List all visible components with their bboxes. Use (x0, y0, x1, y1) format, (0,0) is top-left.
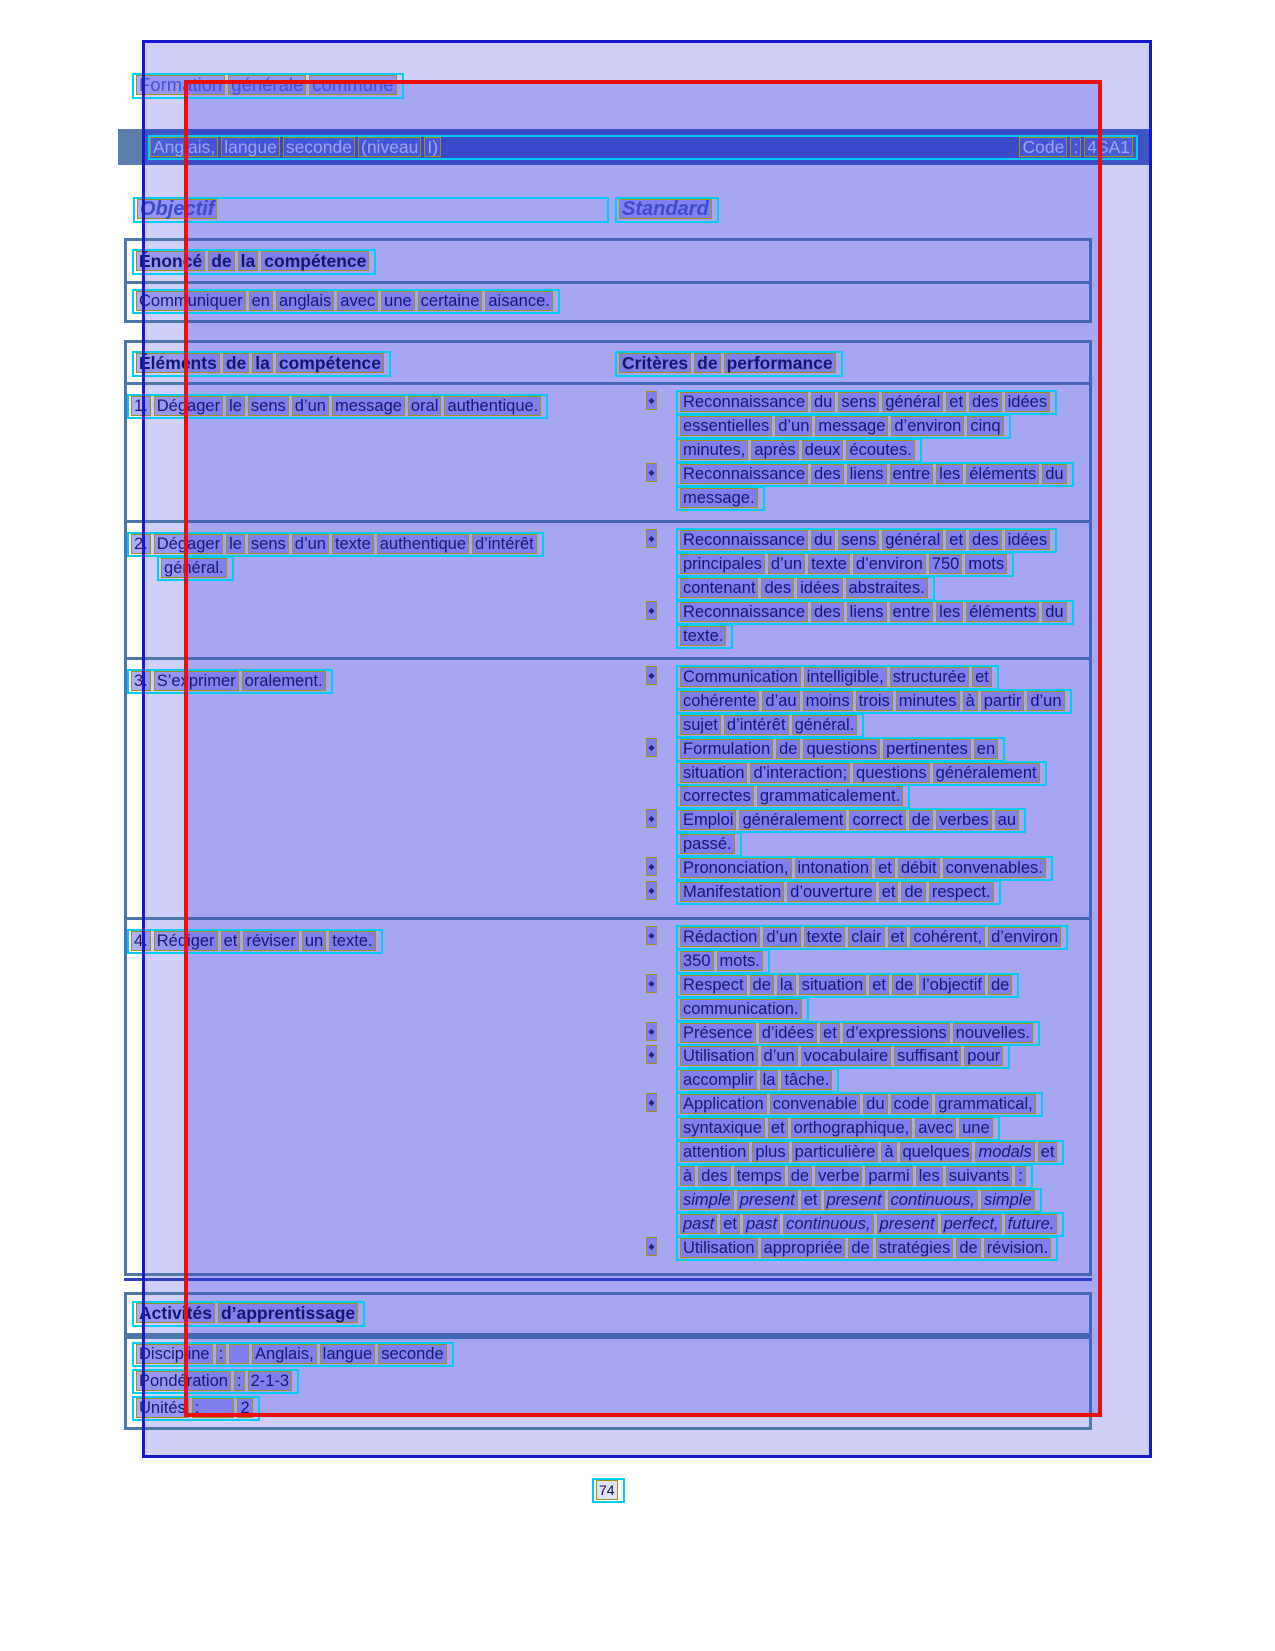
word-box: Utilisation (680, 1046, 758, 1066)
word-box: message. (680, 488, 758, 508)
word-box: idées (1005, 530, 1050, 550)
word-box: Critères (619, 353, 691, 373)
bullet-icon: ◆ (646, 391, 657, 410)
word-box: Prononciation, (680, 858, 792, 878)
word-box: certaine (418, 291, 483, 311)
word-box: past (680, 1214, 717, 1234)
word-box: des (969, 530, 1002, 550)
word-box: des (811, 464, 844, 484)
word-box: liens (847, 602, 887, 622)
word-box: en (249, 291, 273, 311)
word-box: respect. (929, 882, 994, 902)
word-box: : (1015, 1166, 1026, 1186)
word-box: et (801, 1190, 821, 1210)
word-box: et (221, 931, 241, 951)
word-box: du (1042, 602, 1066, 622)
word-box: Anglais, (150, 137, 218, 157)
word-box: : (216, 1344, 227, 1364)
word-box: idées (797, 578, 842, 598)
word-box: 2 (237, 1398, 252, 1418)
word-box: au (995, 810, 1019, 830)
word-box: suivants (946, 1166, 1013, 1186)
word-box: après (751, 440, 798, 460)
word-box: Reconnaissance (680, 392, 808, 412)
word-box: present (824, 1190, 885, 1210)
word-box: Rédiger (154, 931, 218, 951)
word-box: sens (838, 392, 879, 412)
word-box: et (768, 1118, 788, 1138)
word-box: stratégies (876, 1238, 954, 1258)
word-box: oralement. (242, 671, 326, 691)
word-box: Reconnaissance (680, 464, 808, 484)
bullet-icon: ◆ (646, 601, 657, 620)
word-box: du (1042, 464, 1066, 484)
word-box: Énoncé (136, 251, 205, 271)
word-box: compétence (276, 353, 384, 373)
word-box: sens (248, 534, 289, 554)
word-box: verbe (815, 1166, 862, 1186)
word-box: de (750, 975, 774, 995)
word-box: performance (724, 353, 836, 373)
word-box: générale (228, 75, 306, 95)
word-box: minutes, (680, 440, 748, 460)
word-box: avec (915, 1118, 956, 1138)
word-box: et (1038, 1142, 1058, 1162)
word-box: à (680, 1166, 695, 1186)
word-box: et (888, 927, 908, 947)
word-box: Emploi (680, 810, 736, 830)
word-box: de (776, 739, 800, 759)
bullet-icon: ◆ (646, 1045, 657, 1064)
word-box: 74 (596, 1480, 618, 1500)
word-box: révision. (984, 1238, 1051, 1258)
word-box: seconde (283, 137, 355, 157)
word-box: message (332, 396, 405, 416)
word-box: questions (853, 763, 930, 783)
word-box: intonation (795, 858, 873, 878)
word-box: d’un (763, 927, 800, 947)
word-box: langue (221, 137, 280, 157)
word-box: Éléments (136, 353, 220, 373)
word-box: des (969, 392, 1002, 412)
word-box: I) (424, 137, 441, 157)
word-box: d’un (292, 396, 329, 416)
word-box: pour (964, 1046, 1003, 1066)
word-box: Anglais, (252, 1344, 317, 1364)
word-box: et (972, 667, 992, 687)
word-box: général (882, 530, 943, 550)
word-box: entre (890, 464, 934, 484)
word-box: moins (803, 691, 853, 711)
word-box: syntaxique (680, 1118, 765, 1138)
word-box: grammatical, (935, 1094, 1035, 1114)
word-box: S’exprimer (154, 671, 239, 691)
word-box: tâche. (781, 1070, 832, 1090)
word-box: de (223, 353, 249, 373)
word-box: Code (1019, 137, 1067, 157)
word-box: 1. (131, 396, 151, 416)
word-box: nouvelles. (953, 1023, 1033, 1043)
word-box: et (820, 1023, 840, 1043)
word-box: Dégager (154, 396, 223, 416)
word-box: convenable (770, 1094, 860, 1114)
bullet-icon: ◆ (646, 881, 657, 900)
word-box: texte (332, 534, 374, 554)
word-box: éléments (966, 602, 1039, 622)
word-box: des (761, 578, 794, 598)
word-box: généralement (739, 810, 846, 830)
word-box: pertinentes (883, 739, 971, 759)
word-box: Discipline (136, 1344, 213, 1364)
word-box: mots. (717, 951, 763, 971)
word-box: verbes (936, 810, 992, 830)
word-box: la (777, 975, 796, 995)
page-number (592, 1478, 625, 1503)
word-box: situation (680, 763, 747, 783)
word-box: Objectif (137, 199, 217, 219)
word-box: seconde (378, 1344, 446, 1364)
word-box: contenant (680, 578, 758, 598)
word-box: cinq (967, 416, 1003, 436)
word-box: : (234, 1371, 245, 1391)
word-box: d’un (775, 416, 812, 436)
word-box: Application (680, 1094, 767, 1114)
word-box: trois (856, 691, 893, 711)
word-box: langue (320, 1344, 376, 1364)
word-box: present (737, 1190, 798, 1210)
word-box: d’un (1027, 691, 1064, 711)
word-box: des (698, 1166, 731, 1186)
word-box: authentique. (444, 396, 541, 416)
word-box: le (226, 534, 245, 554)
word-box: 4SA1 (1084, 137, 1133, 157)
word-box: simple (981, 1190, 1035, 1210)
word-box: et (879, 882, 899, 902)
word-box: de (848, 1238, 872, 1258)
word-box: code (891, 1094, 933, 1114)
word-box: 4. (131, 931, 151, 951)
word-box: passé. (680, 834, 735, 854)
word-box: communication. (680, 999, 802, 1019)
word-box: général (882, 392, 943, 412)
word-box: correct (849, 810, 905, 830)
word-box: débit (898, 858, 940, 878)
word-box: et (869, 975, 889, 995)
word-box: situation (799, 975, 866, 995)
word-box: et (946, 530, 966, 550)
word-box: de (909, 810, 933, 830)
word-box: texte (808, 554, 850, 574)
word-box: future. (1005, 1214, 1058, 1234)
word-box: vocabulaire (801, 1046, 891, 1066)
word-box: et (875, 858, 895, 878)
word-box: suffisant (894, 1046, 961, 1066)
word-box: du (811, 392, 835, 412)
word-box: en (974, 739, 998, 759)
word-box: : (192, 1398, 235, 1418)
word-box: deux (802, 440, 844, 460)
word-box: d’apprentissage (218, 1303, 358, 1323)
word-box: plus (752, 1142, 788, 1162)
word-box: 2-1-3 (248, 1371, 293, 1391)
bullet-icon: ◆ (646, 738, 657, 757)
word-box: liens (847, 464, 887, 484)
word-box: Reconnaissance (680, 530, 808, 550)
bullet-icon: ◆ (646, 1237, 657, 1256)
word-box: une (381, 291, 415, 311)
page-boundary-rectangle (142, 40, 1152, 1458)
word-box: Dégager (154, 534, 223, 554)
word-box: des (811, 602, 844, 622)
word-box: Unités (136, 1398, 189, 1418)
word-box: d’idées (759, 1023, 817, 1043)
word-box: questions (803, 739, 880, 759)
word-box: Activités (136, 1303, 215, 1323)
word-box: éléments (966, 464, 1039, 484)
word-box: continuous, (783, 1214, 873, 1234)
word-box: idées (1005, 392, 1050, 412)
word-box: les (936, 464, 963, 484)
word-box: les (936, 602, 963, 622)
word-box: clair (848, 927, 884, 947)
word-box: particulière (792, 1142, 879, 1162)
word-box: authentique (377, 534, 469, 554)
word-box: général. (792, 715, 858, 735)
word-box: d’au (762, 691, 799, 711)
word-box: les (916, 1166, 943, 1186)
word-box: cohérente (680, 691, 759, 711)
word-box: Manifestation (680, 882, 784, 902)
word-box: : (1070, 137, 1081, 157)
word-box: aisance. (485, 291, 552, 311)
word-box: de (988, 975, 1012, 995)
word-box: essentielles (680, 416, 772, 436)
word-box: correctes (680, 786, 754, 806)
word-box: d’intérêt (472, 534, 537, 554)
bullet-icon: ◆ (646, 809, 657, 828)
word-box: simple (680, 1190, 734, 1210)
word-box: de (901, 882, 925, 902)
word-box: Standard (619, 199, 712, 219)
word-box: d’expressions (843, 1023, 950, 1043)
word-box: du (811, 530, 835, 550)
word-box: perfect, (941, 1214, 1002, 1234)
word-box: appropriée (761, 1238, 846, 1258)
word-box: de (208, 251, 234, 271)
word-box: Communiquer (136, 291, 246, 311)
word-box: Formulation (680, 739, 773, 759)
bullet-icon: ◆ (646, 1093, 657, 1112)
word-box: Formation (136, 75, 225, 95)
word-box: un (302, 931, 326, 951)
word-box: Rédaction (680, 927, 760, 947)
word-box: de (956, 1238, 980, 1258)
word-box: temps (734, 1166, 785, 1186)
word-box: message (815, 416, 888, 436)
word-box: commune (309, 75, 396, 95)
word-box: Respect (680, 975, 747, 995)
word-box: accomplir (680, 1070, 757, 1090)
word-box: Utilisation (680, 1238, 758, 1258)
word-box: texte (804, 927, 846, 947)
word-box: avec (337, 291, 378, 311)
word-box: d’environ (988, 927, 1061, 947)
word-box: texte. (680, 626, 726, 646)
word-box: attention (680, 1142, 749, 1162)
word-box: Reconnaissance (680, 602, 808, 622)
word-box: d’environ (853, 554, 926, 574)
word-box: mots (965, 554, 1007, 574)
word-box: de (694, 353, 720, 373)
word-box: la (760, 1070, 779, 1090)
word-box: d’un (761, 1046, 798, 1066)
word-box: une (959, 1118, 993, 1138)
word-box: past (743, 1214, 780, 1234)
bullet-icon: ◆ (646, 974, 657, 993)
word-box: minutes (896, 691, 960, 711)
word-box: à (881, 1142, 896, 1162)
bullet-icon: ◆ (646, 857, 657, 876)
word-box: anglais (276, 291, 334, 311)
word-box: d’environ (891, 416, 964, 436)
word-box: convenables. (943, 858, 1046, 878)
word-box: sujet (680, 715, 721, 735)
word-box: 750 (929, 554, 963, 574)
word-box: intelligible, (804, 667, 887, 687)
word-box: sens (248, 396, 289, 416)
word-box: réviser (243, 931, 299, 951)
word-box: principales (680, 554, 765, 574)
word-box: du (863, 1094, 887, 1114)
word-box: la (238, 251, 259, 271)
word-box: quelques (900, 1142, 973, 1162)
word-box: 2. (131, 534, 151, 554)
word-box: Présence (680, 1023, 756, 1043)
bullet-icon: ◆ (646, 463, 657, 482)
word-box: abstraites. (846, 578, 928, 598)
word-box: oral (408, 396, 442, 416)
word-box: d’un (292, 534, 329, 554)
word-box: et (720, 1214, 740, 1234)
word-box: orthographique, (791, 1118, 913, 1138)
word-box: continuous, (888, 1190, 978, 1210)
word-box: sens (838, 530, 879, 550)
word-box: d’ouverture (787, 882, 876, 902)
word-box: cohérent, (910, 927, 985, 947)
word-box: modals (975, 1142, 1034, 1162)
word-box: généralement (933, 763, 1040, 783)
word-box: écoutes. (846, 440, 914, 460)
word-box: Communication (680, 667, 801, 687)
bullet-icon: ◆ (646, 1022, 657, 1041)
word-box: d’un (768, 554, 805, 574)
word-box: d’intérêt (724, 715, 789, 735)
word-box: la (252, 353, 273, 373)
word-box: parmi (865, 1166, 912, 1186)
word-box: 3. (131, 671, 151, 691)
word-box: entre (890, 602, 934, 622)
word-box: structurée (890, 667, 969, 687)
bullet-icon: ◆ (646, 926, 657, 945)
word-box: général. (161, 558, 227, 578)
word-box: 350 (680, 951, 714, 971)
word-box: le (226, 396, 245, 416)
word-box: partir (981, 691, 1025, 711)
word-box: de (892, 975, 916, 995)
word-box: present (877, 1214, 938, 1234)
word-box: d’interaction; (750, 763, 850, 783)
bullet-icon: ◆ (646, 529, 657, 548)
word-box: l’objectif (919, 975, 985, 995)
word-box: texte. (329, 931, 375, 951)
word-box: grammaticalement. (757, 786, 903, 806)
word-box: et (946, 392, 966, 412)
word-box: compétence (261, 251, 369, 271)
word-box: (niveau (358, 137, 421, 157)
word-box: Pondération (136, 1371, 231, 1391)
word-box: de (788, 1166, 812, 1186)
bullet-icon: ◆ (646, 666, 657, 685)
word-box: à (963, 691, 978, 711)
